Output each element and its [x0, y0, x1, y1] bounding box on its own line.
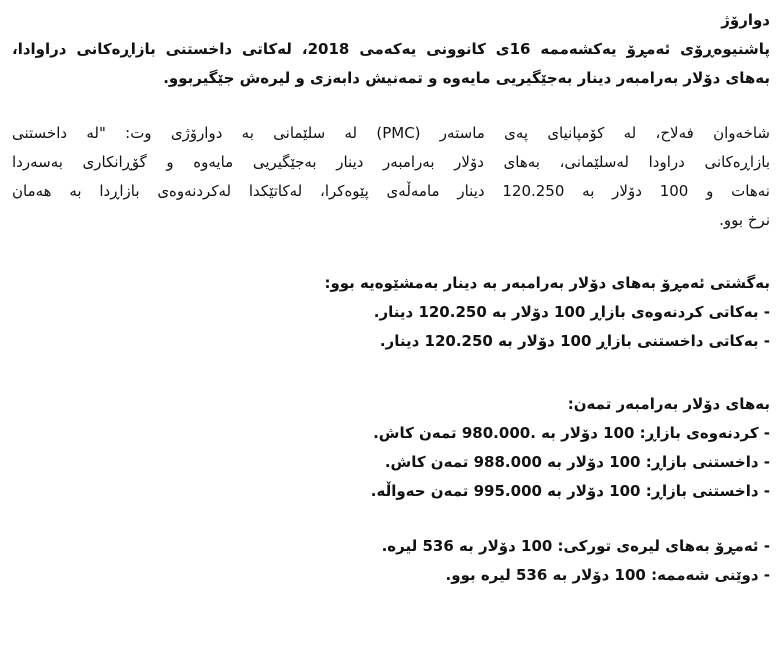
spacer — [12, 93, 770, 119]
paragraph-line: شاخەوان فەلاح، لە کۆمپانیای پەی ماستەر (PMC) لە سلێمانی بە دوارۆژی وت: "لە داخستنی — [12, 124, 770, 142]
toman-item: - داخستنی بازاڕ: 100 دۆلار بە 988.000 تمەن کاش. — [384, 453, 770, 471]
headline-line: بەهای دۆلار بەرامبەر دینار بەجێگیریی مایەوە و تمەنیش دابەزی و لیرەش جێگیربوو. — [163, 69, 770, 87]
dinar-section — [12, 269, 770, 356]
toman-section — [12, 390, 770, 506]
dinar-heading: بەگشتی ئەمڕۆ بەهای دۆلار بەرامبەر بە دینار بەمشێوەیە بوو: — [324, 274, 770, 292]
headline-line: پاشنیوەڕۆی ئەمڕۆ یەکشەممە 16ی کانوونی یەکەمی 2018، لەکاتی داخستنی بازاڕەکانی دراوادا، — [12, 40, 770, 58]
spacer — [12, 506, 770, 532]
paragraph-line: بازاڕەکانی دراودا لەسلێمانی، بەهای دۆلار بەرامبەر دینار بەجێگیریی مایەوە و گۆڕانکاری بەسەردا — [12, 153, 770, 171]
lira-item: - ئەمڕۆ بەهای لیرەی تورکی: 100 دۆلار بە 536 لیرە. — [381, 537, 770, 555]
toman-item: - داخستنی بازاڕ: 100 دۆلار بە 995.000 تمەن حەواڵە. — [370, 482, 770, 500]
spacer — [12, 235, 770, 269]
dinar-item: - بەکاتی داخستنی بازاڕ 100 دۆلار بە 120.250 دینار. — [379, 332, 770, 350]
paragraph-line: نەهات و 100 دۆلار بە 120.250 دینار مامەڵەی پێوەکرا، لەکاتێکدا لەکردنەوەی بازاڕدا بە هەمان — [12, 182, 770, 200]
spacer — [12, 356, 770, 390]
paragraph-line: نرخ بوو. — [719, 211, 770, 229]
headline — [12, 35, 770, 93]
section-label: دوارۆژ — [721, 11, 770, 29]
quote-paragraph — [12, 119, 770, 235]
lira-item: - دوێنی شەممە: 100 دۆلار بە 536 لیرە بوو. — [445, 566, 770, 584]
toman-item: - کردنەوەی بازاڕ: 100 دۆلار بە .980.000 تمەن کاش. — [373, 424, 770, 442]
toman-heading: بەهای دۆلار بەرامبەر تمەن: — [567, 395, 770, 413]
lira-section — [12, 532, 770, 590]
dinar-item: - بەکاتی کردنەوەی بازاڕ 100 دۆلار بە 120.250 دینار. — [373, 303, 770, 321]
